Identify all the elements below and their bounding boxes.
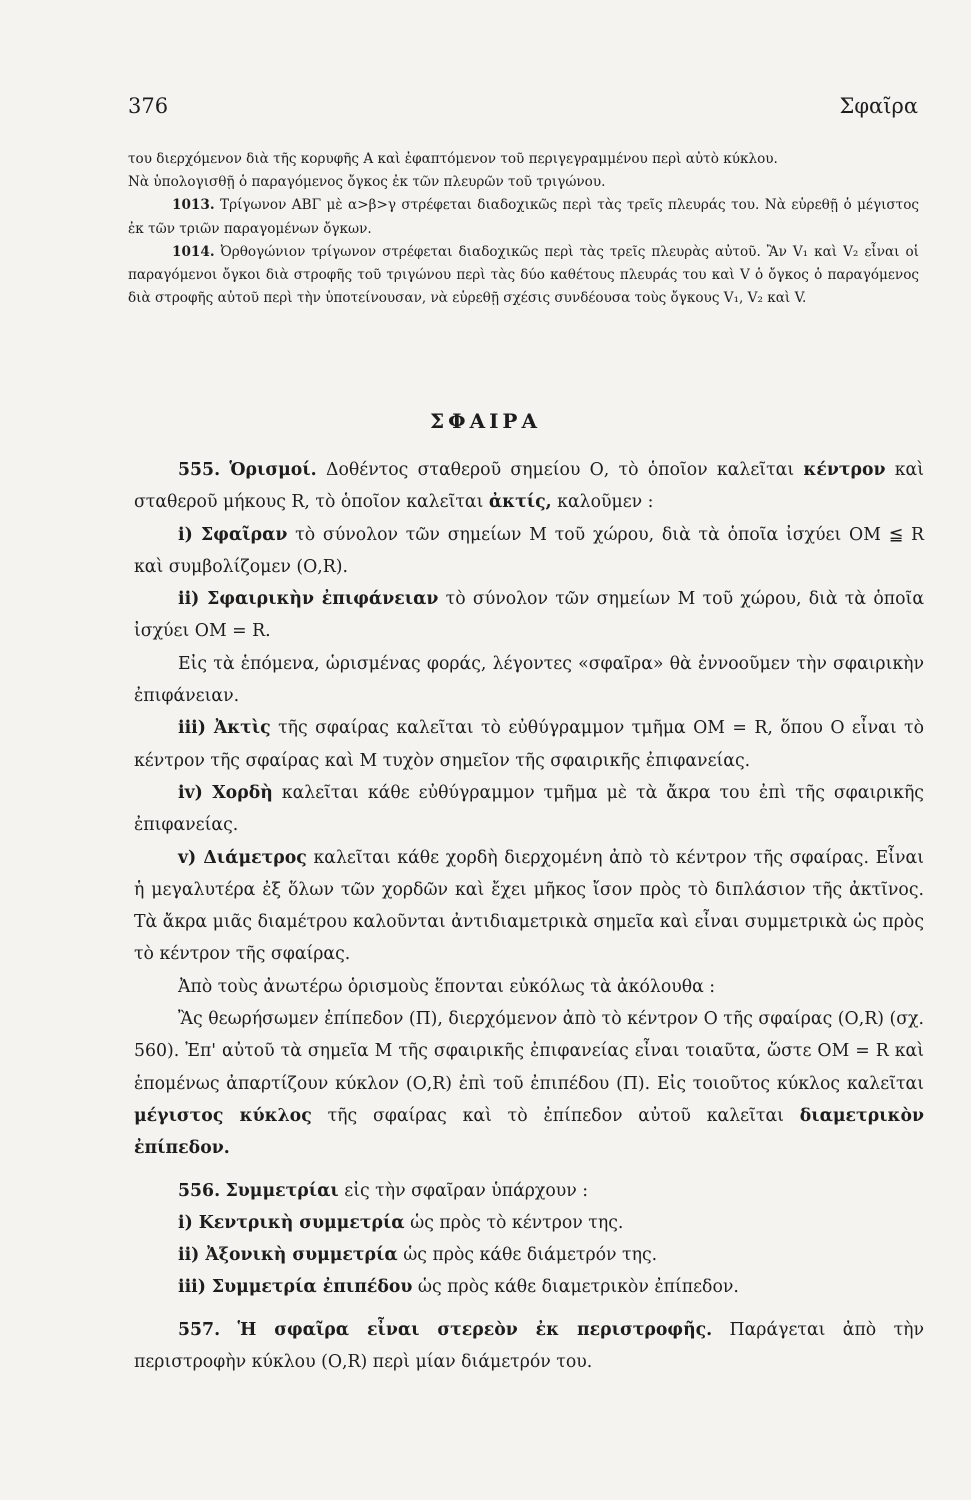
plane-paragraph xyxy=(134,1003,924,1164)
item-text: ὡς πρὸς τὸ κέντρον της. xyxy=(410,1212,624,1233)
exercise-text: Ὀρθογώνιον τρίγωνον στρέφεται διαδοχικῶς περὶ τὰς τρεῖς πλευρὰς αὐτοῦ. Ἂν V₁ καὶ V₂ εἶναι οἱ παραγόμενοι ὄγκοι διὰ στροφῆς τοῦ τριγώνου περὶ τὰς δύο καθέτους πλευράς του καὶ V ὁ ὄγκος ὁ παραγόμενος διὰ στροφῆς αὐτοῦ περὶ τὴν ὑποτείνουσαν, νὰ εὑρεθῇ σχέσις συνδέουσα τοὺς ὄγκους V₁, V₂ καὶ V. xyxy=(128,243,919,307)
text-run: καλοῦμεν : xyxy=(557,492,654,513)
text-run: τῆς σφαίρας καὶ τὸ ἐπίπεδον αὐτοῦ καλεῖται xyxy=(327,1105,784,1126)
text-run: Δοθέντος σταθεροῦ σημείου Ο, τὸ ὁποῖον καλεῖται xyxy=(325,460,795,480)
text-run: Παράγεται ἀπὸ τὴν περιστροφὴν κύκλου (Ο,R) περὶ μίαν διάμετρόν του. xyxy=(134,1319,924,1373)
text-run: Ἂς θεωρήσωμεν ἐπίπεδον (Π), διερχόμενον ἀπὸ τὸ κέντρον Ο τῆς σφαίρας (Ο,R) (σχ. 560). Ἐπ' αὐτοῦ τὰ σημεῖα Μ τῆς σφαιρικῆς ἐπιφανείας εἶναι τοιαῦτα, ὥστε ΟΜ = R καὶ ἑπομένως ἀπαρτίζουν κύκλον (Ο,R) ἐπὶ τοῦ ἐπιπέδου (Π). Εἰς τοιοῦτος κύκλος καλεῖται xyxy=(134,1009,924,1094)
exercise-number: 1013. xyxy=(172,197,215,214)
section-heading: Ἡ σφαῖρα εἶναι στερεὸν ἐκ περιστροφῆς. xyxy=(237,1319,713,1340)
definition-item xyxy=(134,583,924,648)
item-label: iv) Χορδὴ xyxy=(178,782,273,803)
text-run: εἰς τὴν σφαῖραν ὑπάρχουν : xyxy=(344,1180,589,1201)
paragraph-557 xyxy=(134,1314,924,1379)
page-header xyxy=(128,94,918,126)
section-number: 556. xyxy=(178,1180,221,1201)
symmetry-item xyxy=(134,1239,924,1271)
text-run: καὶ σταθεροῦ μήκους R, τὸ ὁποῖον καλεῖται xyxy=(134,460,924,513)
paragraph-556-symmetries xyxy=(134,1175,924,1207)
exercises-block xyxy=(128,148,919,310)
term: μέγιστος κύκλος xyxy=(134,1105,312,1126)
exercise-1013 xyxy=(128,194,919,240)
item-text: καλεῖται κάθε εὐθύγραμμον τμῆμα μὲ τὰ ἄκρα του ἐπὶ τῆς σφαιρικῆς ἐπιφανείας. xyxy=(134,782,924,836)
item-text: ὡς πρὸς κάθε διαμετρικὸν ἐπίπεδον. xyxy=(417,1277,739,1298)
paragraph-555-definitions xyxy=(134,454,924,519)
item-label: i) Κεντρικὴ συμμετρία xyxy=(178,1212,405,1233)
exercise-1014 xyxy=(128,241,919,311)
item-text: τὸ σύνολον τῶν σημείων Μ τοῦ χώρου, διὰ τὰ ὁποῖα ἰσχύει ΟΜ = R. xyxy=(134,589,924,642)
term: κέντρον xyxy=(803,460,886,480)
term: ἀκτίς, xyxy=(488,492,552,513)
section-number: 557. xyxy=(178,1319,221,1340)
running-title: Σφαῖρα xyxy=(839,94,918,118)
item-label: ii) Σφαιρικὴν ἐπιφάνειαν xyxy=(178,589,439,610)
item-label: iii) Ἀκτὶς xyxy=(178,718,271,739)
item-label: v) Διάμετρος xyxy=(178,847,307,868)
exercise-1012-line-2: Νὰ ὑπολογισθῇ ὁ παραγόμενος ὄγκος ἐκ τῶν πλευρῶν τοῦ τριγώνου. xyxy=(128,174,606,191)
consequence-paragraph: Ἀπὸ τοὺς ἀνωτέρω ὁρισμοὺς ἕπονται εὐκόλως τὰ ἀκόλουθα : xyxy=(178,976,716,997)
symmetry-item xyxy=(134,1271,924,1303)
definition-item xyxy=(134,712,924,777)
item-label: iii) Συμμετρία ἐπιπέδου xyxy=(178,1277,413,1298)
page-number: 376 xyxy=(128,94,169,118)
definition-item xyxy=(134,842,924,971)
section-number: 555. xyxy=(178,460,221,480)
item-label: i) Σφαῖραν xyxy=(178,524,288,545)
exercise-number: 1014. xyxy=(172,243,215,260)
item-text: ὡς πρὸς κάθε διάμετρόν της. xyxy=(403,1245,658,1266)
item-text: τῆς σφαίρας καλεῖται τὸ εὐθύγραμμον τμῆμα ΟΜ = R, ὅπου Ο εἶναι τὸ κέντρον τῆς σφαίρας καὶ Μ τυχὸν σημεῖον τῆς σφαιρικῆς ἐπιφανείας. xyxy=(134,718,924,771)
term: διαμετρικὸν ἐπίπεδον. xyxy=(134,1105,925,1159)
item-text: καλεῖται κάθε χορδὴ διερχομένη ἀπὸ τὸ κέντρον τῆς σφαίρας. Εἶναι ἡ μεγαλυτέρα ἐξ ὅλων τῶν χορδῶν καὶ ἔχει μῆκος ἴσον πρὸς τὸ διπλάσιον τῆς ἀκτῖνος. Τὰ ἄκρα μιᾶς διαμέτρου καλοῦνται ἀντιδιαμετρικὰ σημεῖα καὶ εἶναι συμμετρικὰ ὡς πρὸς τὸ κέντρον τῆς σφαίρας. xyxy=(134,847,924,965)
section-heading: Ὁρισμοί. xyxy=(229,460,317,480)
main-text xyxy=(134,454,924,1378)
section-heading: Συμμετρίαι xyxy=(225,1180,339,1201)
definition-item xyxy=(134,777,924,842)
note-paragraph: Εἰς τὰ ἑπόμενα, ὡρισμένας φοράς, λέγοντες «σφαῖρα» θὰ ἐννοοῦμεν τὴν σφαιρικὴν ἐπιφάνειαν. xyxy=(134,653,924,707)
section-title: ΣΦΑΙΡΑ xyxy=(430,409,541,433)
exercise-text: Τρίγωνον ΑΒΓ μὲ α>β>γ στρέφεται διαδοχικῶς περὶ τὰς τρεῖς πλευράς του. Νὰ εὑρεθῇ ὁ μέγιστος ἐκ τῶν τριῶν παραγομένων ὄγκων. xyxy=(128,197,919,237)
item-label: ii) Ἀξονικὴ συμμετρία xyxy=(178,1245,398,1266)
symmetry-item xyxy=(134,1207,924,1239)
definition-item xyxy=(134,519,924,584)
exercise-1012-line-1: του διερχόμενον διὰ τῆς κορυφῆς Α καὶ ἐφαπτόμενον τοῦ περιγεγραμμένου περὶ αὐτὸ κύκλου. xyxy=(128,151,778,167)
item-text: τὸ σύνολον τῶν σημείων Μ τοῦ χώρου, διὰ τὰ ὁποῖα ἰσχύει ΟΜ ≦ R καὶ συμβολίζομεν (Ο,R). xyxy=(134,524,924,577)
